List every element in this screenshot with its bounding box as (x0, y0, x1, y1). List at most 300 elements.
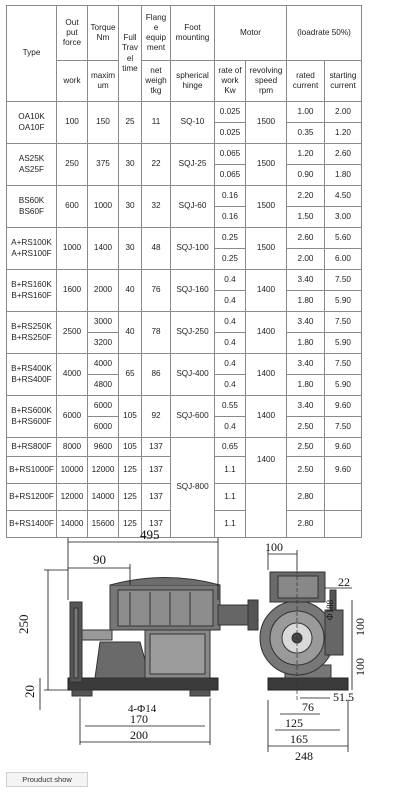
cell-text: 14000 (91, 491, 115, 501)
dim-76: 76 (302, 700, 314, 714)
cell-text: 1500 (256, 243, 276, 253)
cell-kw (215, 249, 246, 270)
cell-foot (171, 102, 215, 144)
cell-text: 137 (149, 464, 163, 474)
dim-51-5: 51.5 (333, 690, 354, 704)
cell-text: maxim (90, 70, 116, 80)
cell-text: 12000 (91, 464, 115, 474)
cell-text: (loadrate 50%) (297, 27, 351, 37)
cell-text: SQJ-100 (176, 243, 209, 253)
cell-text: B+RS400F (11, 374, 52, 384)
cell-flange (142, 457, 171, 484)
cell-text: 0.16 (222, 211, 238, 221)
cell-time (119, 102, 142, 144)
cell-force (57, 354, 88, 396)
cell-flange (142, 354, 171, 396)
dim-side-width: 100 (265, 540, 283, 554)
dim-right-100-b: 100 (353, 658, 367, 676)
cell-start (325, 270, 362, 291)
cell-text: 1400 (256, 369, 276, 379)
cell-rpm (246, 186, 287, 228)
header-work (57, 61, 88, 102)
cell-text: 1.80 (297, 379, 314, 389)
cell-text: 48 (151, 243, 161, 253)
cell-text: 3000 (93, 316, 113, 326)
cell-kw (215, 333, 246, 354)
cell-text: 1500 (256, 159, 276, 169)
cell-text: Foot (184, 22, 201, 32)
cell-flange (142, 144, 171, 186)
cell-torque (88, 457, 119, 484)
cell-torque (88, 375, 119, 396)
table-row (7, 270, 362, 291)
cell-type (7, 354, 57, 396)
cell-text: 1400 (256, 411, 276, 421)
cell-text: 4000 (62, 369, 82, 379)
cell-flange (142, 438, 171, 457)
cell-text: 0.16 (222, 190, 238, 200)
cell-text: rate of (218, 65, 242, 75)
dim-holes: 4-Φ14 (128, 703, 157, 715)
cell-text: A+RS100K (11, 238, 52, 248)
cell-text: 6.00 (335, 253, 351, 263)
cell-kw (215, 396, 246, 417)
cell-text: 0.025 (219, 106, 241, 116)
cell-text: 9600 (93, 441, 113, 451)
cell-torque (88, 102, 119, 144)
cell-kw (215, 123, 246, 144)
cell-text: time (122, 63, 138, 73)
cell-torque (88, 270, 119, 312)
cell-text: 3.40 (297, 274, 314, 284)
cell-text: 137 (149, 518, 163, 528)
cell-text: 125 (123, 491, 137, 501)
cell-text: 0.90 (297, 169, 314, 179)
cell-type (7, 484, 57, 511)
header-flange (142, 6, 171, 61)
cell-time (119, 186, 142, 228)
cell-text: 0.4 (224, 421, 236, 431)
cell-text: 12000 (60, 491, 84, 501)
cell-time (119, 396, 142, 438)
cell-time (119, 484, 142, 511)
cell-text: 0.065 (219, 148, 241, 158)
table-row (7, 228, 362, 249)
cell-type (7, 186, 57, 228)
cell-time (119, 144, 142, 186)
cell-text: 1000 (62, 243, 82, 253)
cell-text: Flang (145, 12, 167, 22)
cell-rated (287, 186, 325, 207)
cell-text: 1.20 (335, 127, 351, 137)
cell-text: 0.4 (224, 337, 236, 347)
cell-text: weigh (145, 75, 167, 85)
cell-text: BS60F (18, 206, 45, 216)
cell-rpm (246, 354, 287, 396)
cell-kw (215, 417, 246, 438)
cell-text: 2.50 (297, 441, 314, 451)
cell-text: 2000 (93, 285, 113, 295)
cell-text: Full (123, 33, 137, 42)
cell-text: net (150, 65, 162, 75)
cell-text: 6000 (93, 400, 113, 410)
cell-foot (171, 312, 215, 354)
cell-rated (287, 270, 325, 291)
cell-text: 105 (123, 411, 137, 421)
cell-force (57, 312, 88, 354)
cell-text: 32 (151, 201, 161, 211)
cell-torque (88, 438, 119, 457)
cell-type (7, 270, 57, 312)
cell-text: spherical (176, 70, 209, 80)
cell-text: 0.25 (222, 253, 238, 263)
table-row (7, 144, 362, 165)
cell-kw (215, 186, 246, 207)
cell-text: 4.50 (335, 190, 351, 200)
cell-torque (88, 144, 119, 186)
dim-base-20: 20 (22, 685, 37, 698)
dimension-drawing (0, 530, 411, 770)
cell-text: SQJ-400 (176, 369, 209, 379)
cell-kw (215, 270, 246, 291)
cell-start (325, 186, 362, 207)
cell-foot (171, 396, 215, 438)
cell-text: 76 (151, 285, 161, 295)
cell-flange (142, 312, 171, 354)
cell-torque (88, 333, 119, 354)
cell-force (57, 228, 88, 270)
cell-kw (215, 165, 246, 186)
cell-text: 15600 (91, 518, 115, 528)
cell-text: work (221, 75, 239, 85)
cell-text: revolving (249, 65, 283, 75)
cell-text: SQ-10 (180, 117, 205, 127)
cell-text: B+RS400K (11, 364, 52, 374)
cell-foot (171, 186, 215, 228)
cell-time (119, 438, 142, 457)
cell-text: 0.4 (224, 358, 236, 368)
cell-text: 3.00 (335, 211, 351, 221)
cell-text: 4800 (93, 379, 113, 389)
cell-text: 125 (123, 464, 137, 474)
cell-rpm (246, 144, 287, 186)
cell-text: 1400 (256, 285, 276, 295)
cell-text: rated (296, 70, 315, 80)
cell-text: put (66, 27, 78, 37)
cell-kw (215, 354, 246, 375)
cell-text: B+RS800F (11, 441, 52, 451)
cell-start (325, 375, 362, 396)
spec-table (6, 5, 362, 538)
cell-text: 2.50 (297, 464, 314, 474)
cell-rated (287, 123, 325, 144)
cell-rated (287, 165, 325, 186)
cell-start (325, 354, 362, 375)
cell-start (325, 249, 362, 270)
cell-text: 2.00 (297, 253, 314, 263)
cell-text: 2.80 (297, 491, 314, 501)
cell-text: Torque (90, 22, 116, 32)
cell-torque (88, 417, 119, 438)
cell-text: 105 (123, 441, 137, 451)
cell-time (119, 312, 142, 354)
cell-rpm (246, 270, 287, 312)
cell-text: 30 (125, 243, 135, 253)
cell-text: 375 (96, 159, 110, 169)
cell-torque (88, 186, 119, 228)
cell-text: el (126, 53, 134, 63)
cell-text: current (330, 81, 356, 90)
header-motor (215, 6, 287, 61)
cell-text: 3.40 (297, 400, 314, 410)
cell-rated (287, 144, 325, 165)
cell-torque (88, 312, 119, 333)
cell-text: 2.60 (297, 232, 314, 242)
cell-rated (287, 417, 325, 438)
cell-text: A+RS100F (11, 248, 52, 258)
cell-text: B+RS1000F (9, 464, 54, 474)
cell-kw (215, 291, 246, 312)
cell-text: B+RS160K (11, 280, 52, 290)
cell-torque (88, 484, 119, 511)
cell-rated (287, 396, 325, 417)
cell-start (325, 144, 362, 165)
cell-flange (142, 396, 171, 438)
cell-text: Kw (224, 86, 236, 96)
cell-text: hinge (182, 81, 203, 90)
cell-text: 92 (151, 411, 161, 421)
cell-rated (287, 375, 325, 396)
cell-text: 1.50 (297, 211, 314, 221)
cell-start (325, 207, 362, 228)
dim-248: 248 (295, 749, 313, 763)
cell-text: 30 (125, 201, 135, 211)
cell-text: ment (146, 43, 166, 53)
cell-type (7, 312, 57, 354)
cell-kw (215, 438, 246, 457)
cell-text: 137 (149, 441, 163, 451)
cell-rated (287, 354, 325, 375)
cell-text: SQJ-250 (176, 327, 209, 337)
cell-start (325, 123, 362, 144)
cell-text: 7.50 (335, 274, 351, 284)
cell-text: 5.90 (335, 337, 351, 347)
cell-text: 7.50 (335, 358, 351, 368)
cell-foot (171, 228, 215, 270)
cell-text: 0.35 (297, 127, 314, 137)
cell-text: SQJ-600 (176, 411, 209, 421)
cell-text: 150 (96, 117, 110, 127)
cell-text: 137 (149, 491, 163, 501)
cell-text: B+RS1200F (9, 491, 54, 501)
cell-text: 250 (65, 159, 79, 169)
dim-165: 165 (290, 732, 308, 746)
cell-text: 1.80 (297, 337, 314, 347)
cell-rated (287, 333, 325, 354)
cell-text: OA10K (18, 112, 45, 122)
header-revolving (246, 61, 287, 102)
table-row (7, 102, 362, 123)
cell-text: 1500 (256, 117, 276, 127)
cell-text: 0.25 (222, 232, 238, 242)
cell-force (57, 457, 88, 484)
cell-text: 0.4 (224, 295, 236, 305)
cell-text: 0.55 (222, 400, 238, 410)
cell-torque (88, 396, 119, 417)
cell-text: 1.80 (297, 295, 314, 305)
cell-text: current (292, 81, 319, 90)
table-row (7, 438, 362, 457)
cell-text: Nm (96, 33, 110, 42)
cell-text: 5.90 (335, 295, 351, 305)
cell-text: SQJ-60 (178, 201, 207, 211)
header-rated-current (287, 61, 325, 102)
cell-force (57, 186, 88, 228)
cell-start (325, 102, 362, 123)
cell-type (7, 396, 57, 438)
cell-flange (142, 228, 171, 270)
cell-text: SQJ-160 (176, 285, 209, 295)
cell-start (325, 291, 362, 312)
cell-text: 2.50 (297, 421, 314, 431)
table-row (7, 354, 362, 375)
cell-text: 1.20 (297, 148, 314, 158)
cell-text: 100 (65, 117, 79, 127)
cell-rpm (246, 102, 287, 144)
front-base-plate (68, 678, 218, 690)
cell-text: B+RS1400F (9, 518, 54, 528)
cell-start (325, 312, 362, 333)
cell-text: 25 (125, 117, 135, 127)
cell-start (325, 438, 362, 457)
cell-time (119, 457, 142, 484)
cell-text: 9.60 (335, 464, 351, 474)
cell-text: 0.4 (224, 274, 236, 284)
cell-text: 9.60 (335, 441, 351, 451)
cell-text: 5.60 (335, 232, 351, 242)
cell-rated (287, 102, 325, 123)
cell-text: 3.40 (297, 358, 314, 368)
cell-rpm-shared (246, 438, 287, 484)
cell-text: 1.00 (297, 106, 314, 116)
cell-force (57, 484, 88, 511)
cell-text: B+RS600K (11, 406, 52, 416)
cell-text: 2500 (62, 327, 82, 337)
cell-rated (287, 207, 325, 228)
cell-text: 1400 (256, 327, 276, 337)
cell-text: BS60K (18, 196, 45, 206)
cell-text: Type (22, 48, 41, 58)
cell-start (325, 228, 362, 249)
cell-text: equip (145, 33, 167, 42)
cell-text: 2.20 (297, 190, 314, 200)
dim-span-200: 200 (130, 728, 148, 742)
header-maximum (88, 61, 119, 102)
cell-text: 125 (123, 518, 137, 528)
cell-text: 14000 (60, 518, 84, 528)
cell-rated (287, 312, 325, 333)
header-output-force (57, 6, 88, 61)
header-type (7, 6, 57, 102)
cell-kw (215, 457, 246, 484)
cell-start (325, 484, 362, 511)
cell-text: 11 (151, 117, 161, 127)
cell-rated (287, 438, 325, 457)
cell-force (57, 270, 88, 312)
cell-text: SQJ-25 (178, 159, 207, 169)
cell-rated (287, 457, 325, 484)
product-show-caption: Prouduct show (6, 772, 88, 787)
cell-text: 1400 (256, 455, 276, 465)
cell-text: 78 (151, 327, 161, 337)
cell-text: SQJ-800 (176, 482, 209, 492)
cell-text: 6000 (93, 421, 113, 431)
dim-span-170: 170 (130, 712, 148, 726)
cell-force (57, 396, 88, 438)
cell-kw (215, 144, 246, 165)
dim-top-22: 22 (338, 575, 350, 589)
cell-flange (142, 484, 171, 511)
table-row (7, 396, 362, 417)
cell-force (57, 102, 88, 144)
dim-dia-188: Φ188 (325, 599, 335, 620)
cell-foot-shared (171, 438, 215, 538)
cell-text: 1500 (256, 201, 276, 211)
cell-force (57, 438, 88, 457)
cell-text: B+RS160F (11, 290, 52, 300)
cell-kw (215, 228, 246, 249)
cell-type (7, 228, 57, 270)
cell-text: 1.80 (335, 169, 351, 179)
cell-foot (171, 354, 215, 396)
cell-start (325, 165, 362, 186)
cell-text: mounting (175, 33, 210, 42)
cell-time (119, 354, 142, 396)
cell-text: 6000 (62, 411, 82, 421)
cell-text: 3.40 (297, 316, 314, 326)
cell-text: 30 (125, 159, 135, 169)
cell-text: 0.65 (222, 441, 238, 451)
cell-text: AS25K (18, 154, 45, 164)
cell-kw (215, 207, 246, 228)
cell-text: B+RS250F (11, 332, 52, 342)
cell-text: rpm (258, 86, 274, 96)
header-starting-current (325, 61, 362, 102)
cell-text: Trav (121, 43, 139, 53)
cell-text: 0.4 (224, 316, 236, 326)
cell-rated (287, 291, 325, 312)
cell-start (325, 396, 362, 417)
header-loadrate (287, 6, 362, 61)
cell-text: 1.1 (224, 491, 236, 501)
cell-type (7, 438, 57, 457)
cell-force (57, 144, 88, 186)
cell-text: 22 (151, 159, 161, 169)
cell-text: 4000 (93, 358, 113, 368)
side-base-plate (268, 678, 348, 690)
cell-text: 2.80 (297, 518, 314, 528)
cell-text: 1.1 (224, 464, 236, 474)
header-rate-of-work (215, 61, 246, 102)
front-gear-housing (95, 642, 150, 678)
cell-kw (215, 102, 246, 123)
cell-text: 5.90 (335, 379, 351, 389)
dim-overall-length: 495 (140, 530, 160, 542)
cell-text: 1400 (93, 243, 113, 253)
cell-text: Out (65, 17, 79, 27)
cell-text: um (97, 81, 109, 90)
cell-text: 7.50 (335, 316, 351, 326)
